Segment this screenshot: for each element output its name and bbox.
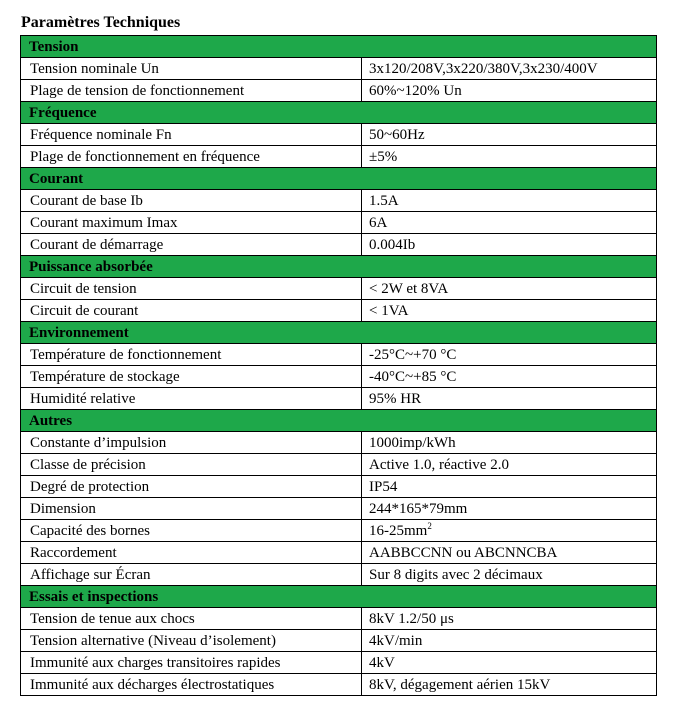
row-value (362, 454, 657, 476)
row-value-text: 0.004Ib (369, 236, 416, 253)
row-value-text: Active 1.0, réactive 2.0 (369, 456, 509, 473)
row-value-text: AABBCCNN ou ABCNNCBA (369, 544, 558, 561)
table-row (21, 278, 657, 300)
row-label: Constante d’impulsion (21, 432, 362, 454)
row-value (362, 476, 657, 498)
row-value (362, 124, 657, 146)
section-header-environnement (21, 322, 657, 344)
table-row (21, 344, 657, 366)
row-value-text: IP54 (369, 478, 398, 495)
section-title: Essais et inspections (21, 586, 657, 608)
section-title: Fréquence (21, 102, 657, 124)
table-row (21, 432, 657, 454)
spec-table-body (21, 36, 657, 696)
row-value (362, 344, 657, 366)
row-label: Courant de démarrage (21, 234, 362, 256)
row-value (362, 146, 657, 168)
row-value-text: -25°C~+70 °C (369, 346, 457, 363)
table-row (21, 58, 657, 80)
document-title: Paramètres Techniques (21, 14, 181, 31)
table-row (21, 190, 657, 212)
value-superscript: 2 (427, 520, 432, 531)
row-label: Température de fonctionnement (21, 344, 362, 366)
row-label: Classe de précision (21, 454, 362, 476)
row-value (362, 520, 657, 542)
row-label: Température de stockage (21, 366, 362, 388)
row-value (362, 630, 657, 652)
row-label: Courant de base Ib (21, 190, 362, 212)
row-value (362, 234, 657, 256)
row-value (362, 388, 657, 410)
table-row (21, 146, 657, 168)
row-value-text: 50~60Hz (369, 126, 425, 143)
spec-table (20, 35, 657, 696)
row-label: Humidité relative (21, 388, 362, 410)
table-row (21, 388, 657, 410)
row-value (362, 300, 657, 322)
section-header-frequence (21, 102, 657, 124)
row-value-text: ±5% (369, 148, 398, 165)
row-value (362, 278, 657, 300)
row-value (362, 80, 657, 102)
row-label: Tension de tenue aux chocs (21, 608, 362, 630)
section-header-courant (21, 168, 657, 190)
table-row (21, 652, 657, 674)
row-label: Tension alternative (Niveau d’isolement) (21, 630, 362, 652)
row-value (362, 366, 657, 388)
row-label: Degré de protection (21, 476, 362, 498)
row-value-text: < 1VA (369, 302, 409, 319)
row-label: Fréquence nominale Fn (21, 124, 362, 146)
row-label: Dimension (21, 498, 362, 520)
table-row (21, 520, 657, 542)
table-row (21, 674, 657, 696)
row-value-text: 8kV 1.2/50 μs (369, 610, 454, 627)
row-value-text: 4kV/min (369, 632, 423, 649)
row-value (362, 564, 657, 586)
row-value (362, 212, 657, 234)
row-label: Affichage sur Écran (21, 564, 362, 586)
row-value (362, 432, 657, 454)
row-label: Capacité des bornes (21, 520, 362, 542)
row-value-text: 16-25mm (369, 522, 428, 539)
row-value-text: 244*165*79mm (369, 500, 468, 517)
row-label: Immunité aux charges transitoires rapides (21, 652, 362, 674)
row-value-text: 1.5A (369, 192, 399, 209)
row-label: Plage de fonctionnement en fréquence (21, 146, 362, 168)
section-header-essais-et-inspections (21, 586, 657, 608)
row-value-text: 4kV (369, 654, 395, 671)
table-row (21, 476, 657, 498)
section-title: Puissance absorbée (21, 256, 657, 278)
table-row (21, 498, 657, 520)
section-header-autres (21, 410, 657, 432)
table-row (21, 124, 657, 146)
table-row (21, 542, 657, 564)
row-value (362, 58, 657, 80)
row-label: Circuit de courant (21, 300, 362, 322)
section-header-puissance-absorbee (21, 256, 657, 278)
row-value-text: 1000imp/kWh (369, 434, 456, 451)
section-title: Autres (21, 410, 657, 432)
row-value-text: -40°C~+85 °C (369, 368, 457, 385)
table-row (21, 608, 657, 630)
row-value-text: Sur 8 digits avec 2 décimaux (369, 566, 543, 583)
section-header-tension (21, 36, 657, 58)
section-title: Environnement (21, 322, 657, 344)
table-row (21, 234, 657, 256)
row-value-text: 6A (369, 214, 388, 231)
table-row (21, 300, 657, 322)
row-value-text: 8kV, dégagement aérien 15kV (369, 676, 551, 693)
row-value-text: < 2W et 8VA (369, 280, 449, 297)
row-label: Courant maximum Imax (21, 212, 362, 234)
row-value (362, 608, 657, 630)
table-row (21, 630, 657, 652)
row-value (362, 674, 657, 696)
table-row (21, 366, 657, 388)
table-row (21, 564, 657, 586)
row-value-text: 3x120/208V,3x220/380V,3x230/400V (369, 60, 598, 77)
row-value-text: 95% HR (369, 390, 422, 407)
row-label: Raccordement (21, 542, 362, 564)
row-label: Circuit de tension (21, 278, 362, 300)
table-row (21, 454, 657, 476)
row-value (362, 190, 657, 212)
row-value-text: 60%~120% Un (369, 82, 462, 99)
row-value (362, 498, 657, 520)
row-label: Immunité aux décharges électrostatiques (21, 674, 362, 696)
row-value (362, 652, 657, 674)
table-row (21, 212, 657, 234)
row-label: Tension nominale Un (21, 58, 362, 80)
section-title: Courant (21, 168, 657, 190)
section-title: Tension (21, 36, 657, 58)
row-label: Plage de tension de fonctionnement (21, 80, 362, 102)
row-value (362, 542, 657, 564)
table-row (21, 80, 657, 102)
